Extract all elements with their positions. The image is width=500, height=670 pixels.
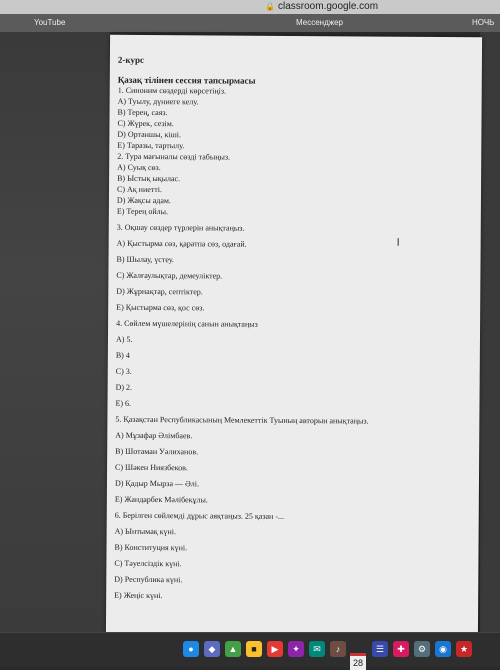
background-page-left xyxy=(0,32,110,632)
doc-line: В) Конституция күні. xyxy=(114,542,188,553)
address-bar[interactable] xyxy=(0,0,500,14)
doc-line: D) Жұрнақтар, септіктер. xyxy=(116,286,203,297)
doc-line: 6. Берілген сөйлемді дұрыс аяқтаңыз. 25 қазан -... xyxy=(114,510,285,521)
doc-line: С) Жүрек, сезім. xyxy=(117,118,174,129)
app-icon[interactable]: ▲ xyxy=(225,641,241,657)
doc-line: Е) Жандарбек Мәлібекұлы. xyxy=(114,494,208,505)
doc-line: С) 3. xyxy=(115,366,132,376)
doc-title: Қазақ тілінен сессия тапсырмасы xyxy=(117,74,256,86)
doc-line: 2. Тура мағыналы сөзді табыңыз. xyxy=(117,151,231,162)
doc-line: В) Шылау, үстеу. xyxy=(116,254,174,265)
photographed-document xyxy=(106,35,482,638)
app-icon[interactable]: ◆ xyxy=(204,641,220,657)
text-cursor-icon: I xyxy=(396,236,400,249)
app-icon[interactable]: ✉ xyxy=(309,641,325,657)
bookmark-youtube[interactable]: YouTube xyxy=(34,18,66,27)
doc-line: А) Ынтымақ күні. xyxy=(114,526,177,537)
doc-line: D) Ортаншы, кіші. xyxy=(117,129,182,140)
doc-line: D) Республика күні. xyxy=(114,574,183,585)
app-icon[interactable]: ▶ xyxy=(267,641,283,657)
doc-line: D) Қадыр Мырза — Әлі. xyxy=(114,478,200,489)
doc-line: С) Жалғаулықтар, демеуліктер. xyxy=(116,270,223,281)
app-icon[interactable]: ✚ xyxy=(393,641,409,657)
app-icon[interactable]: ■ xyxy=(246,641,262,657)
doc-line: А) Мұзафар Әлімбаев. xyxy=(115,430,193,441)
doc-line: В) Шотаман Уәлиханов. xyxy=(115,446,199,457)
doc-line: Е) Таразы, тартылу. xyxy=(117,140,185,151)
app-icon[interactable]: ✦ xyxy=(288,641,304,657)
app-icon[interactable]: ◉ xyxy=(435,641,451,657)
doc-line: А) Туылу, дүниеге келу. xyxy=(117,96,199,107)
doc-line: 3. Оқшау сөздер түрлерін анықтаңыз. xyxy=(116,222,245,233)
app-icon[interactable]: ⚙ xyxy=(414,641,430,657)
bookmark-night[interactable]: НОЧЬ xyxy=(472,18,495,27)
doc-line: Е) Терең ойлы. xyxy=(116,206,169,217)
doc-line: Е) Қыстырма сөз, қос сөз. xyxy=(116,302,205,313)
app-icon[interactable]: ● xyxy=(183,641,199,657)
background-page-right xyxy=(480,32,500,632)
doc-line: 1. Синоним сөздерді көрсетіңіз. xyxy=(117,85,227,96)
doc-line: А) 5. xyxy=(115,334,133,344)
app-icon[interactable]: ☰ xyxy=(372,641,388,657)
doc-line: В) Ыстық ықылас. xyxy=(117,173,181,184)
doc-line: В) 4 xyxy=(115,350,130,360)
app-icon[interactable]: ★ xyxy=(456,641,472,657)
app-icon[interactable]: ♪ xyxy=(330,641,346,657)
doc-line: С) Тәуелсіздік күні. xyxy=(114,558,182,569)
doc-line: Е) 6. xyxy=(115,398,132,408)
calendar-icon[interactable]: 28 xyxy=(350,653,366,670)
doc-line: 4. Сөйлем мүшелерінің санын анықтаңыз xyxy=(116,318,258,329)
doc-line: А) Қыстырма сөз, қаратпа сөз, одағай. xyxy=(116,238,247,249)
doc-line: 5. Қазақстан Республикасының Мемлекеттік Туының авторын анықтаңыз. xyxy=(115,414,369,426)
doc-line: D) Жақсы адам. xyxy=(116,195,171,206)
doc-line: С) Шәкен Ниязбеков. xyxy=(115,462,188,473)
bookmark-messenger[interactable]: Мессенджер xyxy=(296,18,343,27)
doc-line: С) Ақ ниетті. xyxy=(116,184,163,195)
url-text[interactable]: classroom.google.com xyxy=(278,1,379,12)
lock-icon: 🔒 xyxy=(265,2,275,11)
taskbar xyxy=(0,632,500,667)
doc-line: Е) Жеңіс күні. xyxy=(114,590,163,601)
doc-line: А) Суық сөз. xyxy=(117,162,161,173)
doc-line: D) 2. xyxy=(115,382,133,392)
doc-line: 2-курс xyxy=(117,54,145,65)
bookmarks-bar xyxy=(0,14,500,32)
doc-line: В) Терең, саяз. xyxy=(117,107,168,118)
